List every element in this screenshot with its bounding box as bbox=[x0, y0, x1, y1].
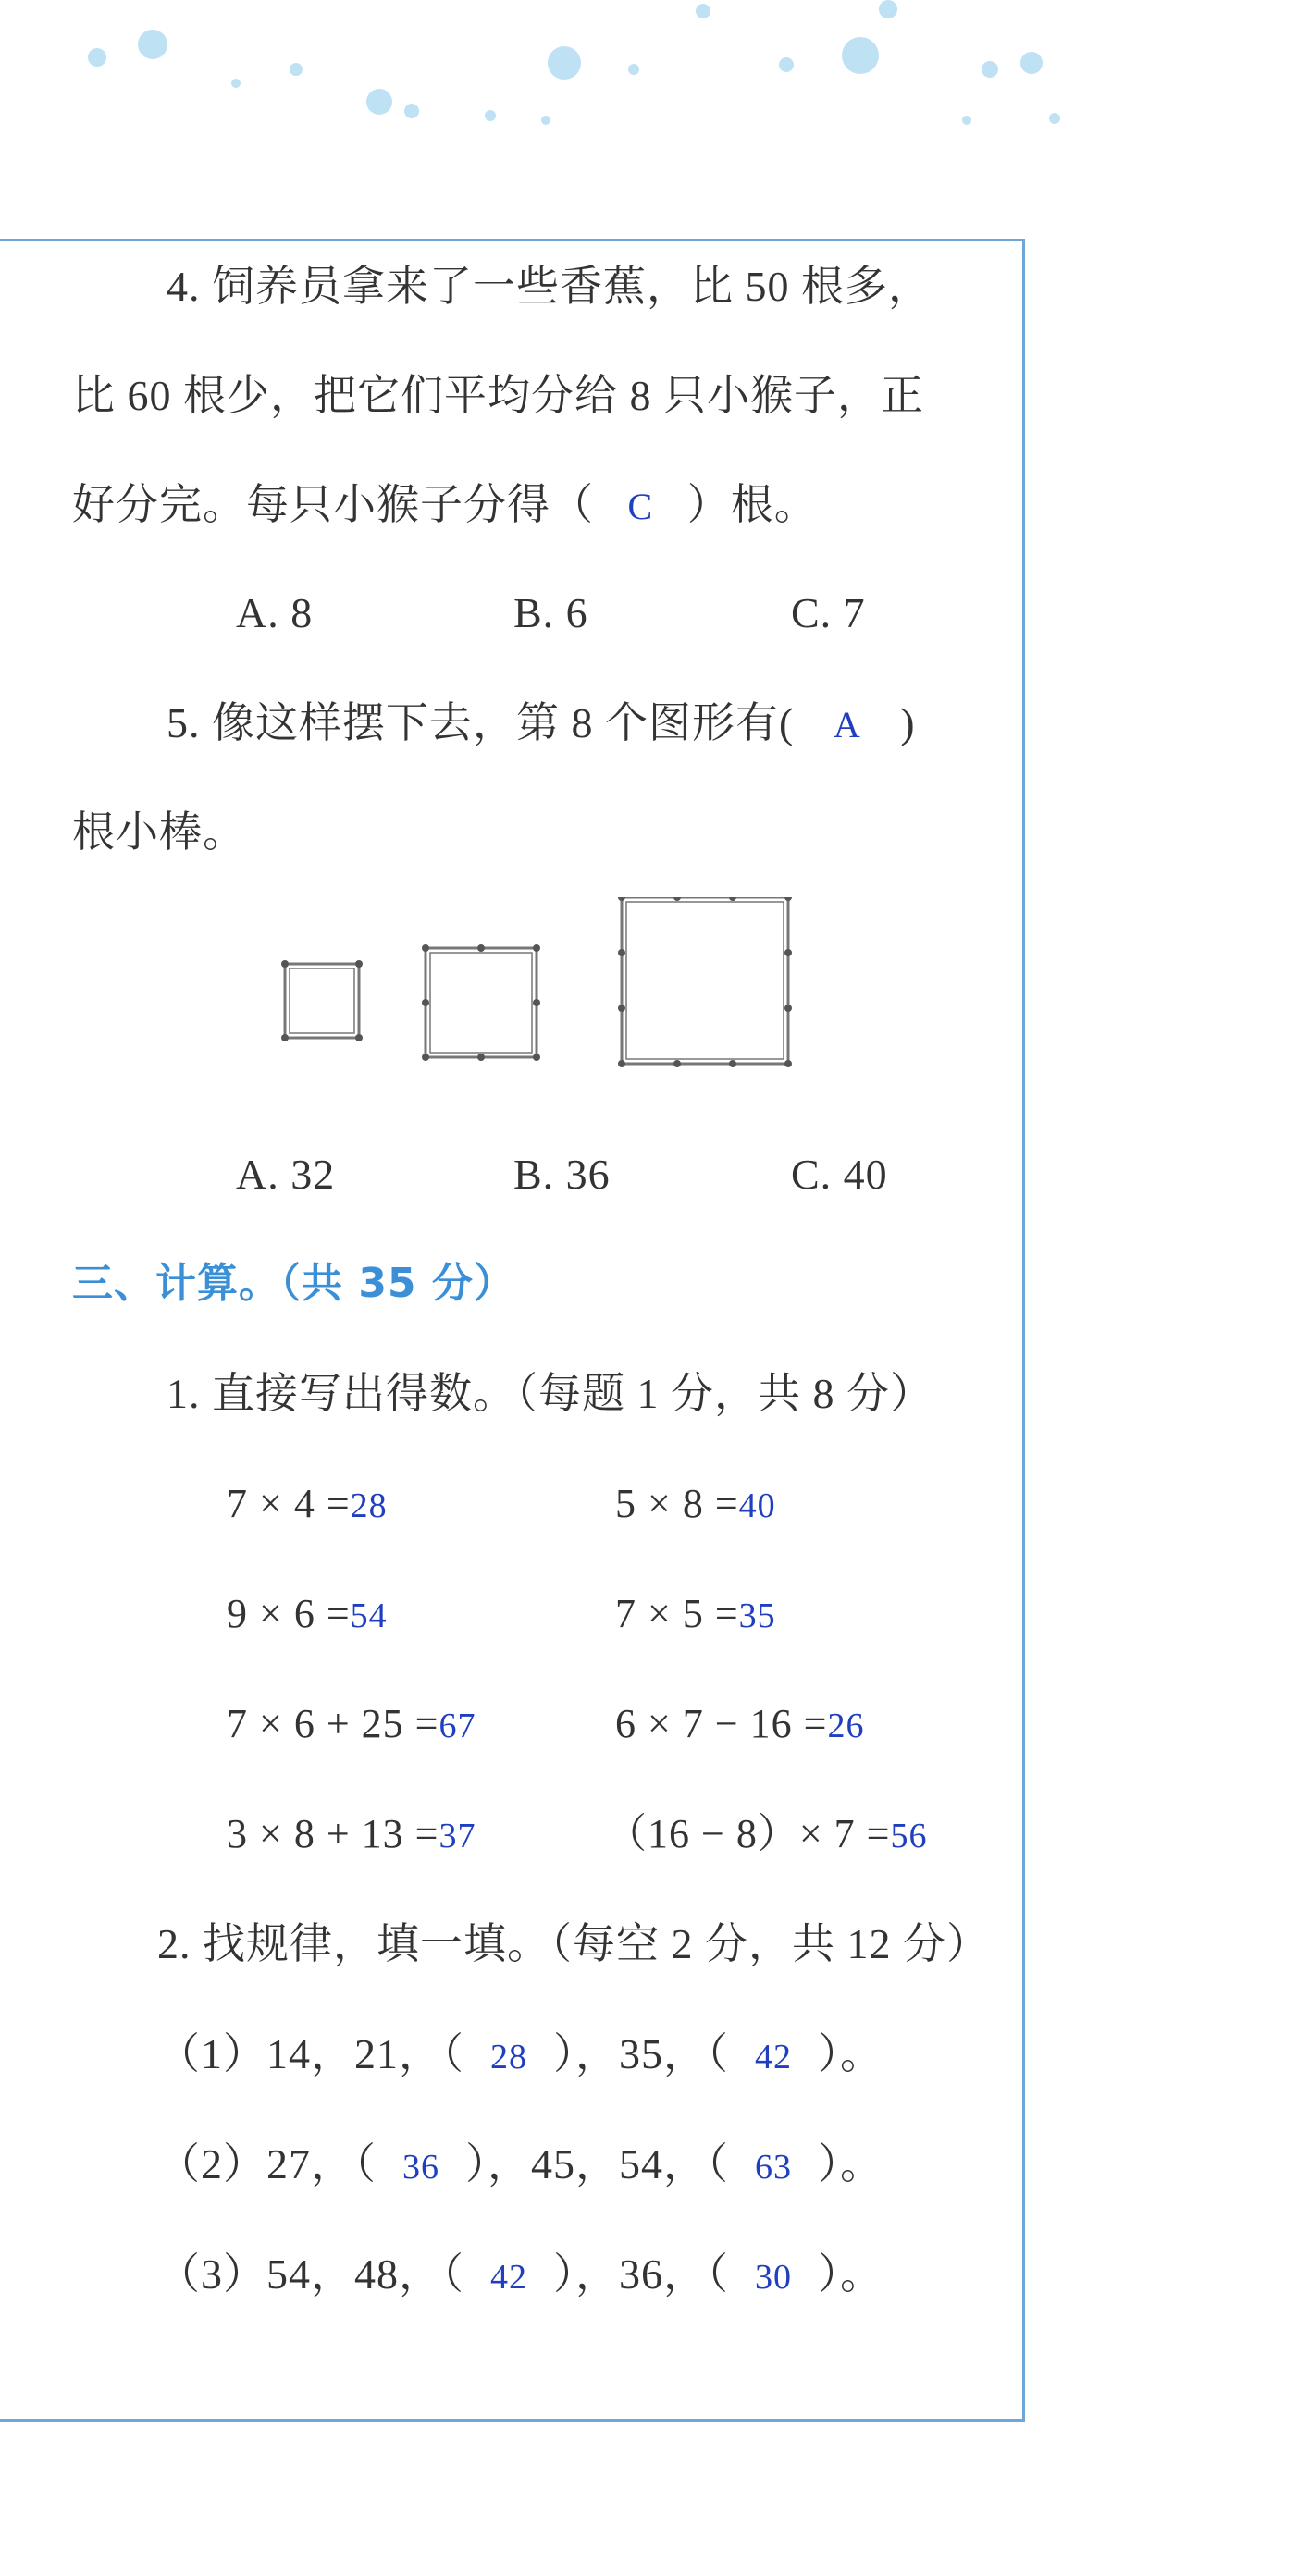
q4-option-a: A. 8 bbox=[236, 589, 314, 636]
seq-text: ），35，（ bbox=[553, 2030, 729, 2077]
calc-expr: 3 × 8 + 13 = bbox=[227, 1811, 439, 1856]
sub1-title: 1. 直接写出得数。（每题 1 分，共 8 分） bbox=[167, 1370, 933, 1417]
seq-text: ）。 bbox=[818, 2030, 883, 2077]
q5-option-c: C. 40 bbox=[791, 1151, 888, 1198]
q5-line1-post: ) bbox=[900, 699, 916, 746]
seq-answer: 63 bbox=[755, 2148, 792, 2187]
calc-expr: 7 × 4 = bbox=[227, 1481, 351, 1526]
calc-answer: 56 bbox=[890, 1817, 928, 1855]
calc-item-8 bbox=[606, 1806, 927, 1864]
calc-expr: 5 × 8 = bbox=[615, 1481, 739, 1526]
seq-text: ），36，（ bbox=[553, 2250, 729, 2298]
calc-answer: 40 bbox=[738, 1486, 776, 1525]
q5-line1-pre: 5. 像这样摆下去，第 8 个图形有( bbox=[167, 699, 795, 746]
seq-answer: 42 bbox=[755, 2038, 792, 2077]
calc-answer: 26 bbox=[827, 1707, 865, 1745]
seq-answer: 36 bbox=[402, 2148, 439, 2187]
calc-item-4 bbox=[615, 1586, 776, 1644]
q5-line2: 根小棒。 bbox=[72, 808, 246, 856]
q4-option-c: C. 7 bbox=[791, 589, 866, 636]
calc-item-7 bbox=[227, 1806, 476, 1864]
q5-option-b: B. 36 bbox=[513, 1151, 611, 1198]
calc-expr: 9 × 6 = bbox=[227, 1591, 351, 1636]
seq-answer: 42 bbox=[490, 2258, 527, 2297]
calc-answer: 37 bbox=[439, 1817, 476, 1855]
section3-heading: 三、计算。（共 35 分） bbox=[72, 1260, 515, 1307]
q4-line3 bbox=[72, 477, 818, 535]
q4-answer: C bbox=[627, 486, 654, 527]
sequence-row-2 bbox=[157, 2137, 883, 2195]
sub2-title: 2. 找规律，填一填。（每空 2 分，共 12 分） bbox=[157, 1920, 990, 1967]
q5-answer: A bbox=[833, 704, 861, 746]
content-frame bbox=[0, 239, 1025, 2422]
calc-item-5 bbox=[227, 1696, 476, 1754]
q4-line3-pre: 好分完。每只小猴子分得（ bbox=[72, 481, 594, 528]
sequence-row-1 bbox=[157, 2027, 883, 2085]
seq-answer: 30 bbox=[755, 2258, 792, 2297]
calc-expr: 7 × 5 = bbox=[615, 1591, 739, 1636]
calc-answer: 54 bbox=[350, 1596, 388, 1635]
stick-squares-figure bbox=[268, 897, 805, 1101]
q5-line1 bbox=[167, 696, 916, 753]
calc-expr: （16 − 8）× 7 = bbox=[606, 1811, 891, 1856]
calc-item-2 bbox=[615, 1476, 776, 1534]
seq-text: ）。 bbox=[818, 2250, 883, 2298]
calc-answer: 28 bbox=[350, 1486, 388, 1525]
calc-answer: 67 bbox=[439, 1707, 476, 1745]
decorative-snowflakes bbox=[0, 0, 1297, 148]
q4-line3-post: ）根。 bbox=[686, 481, 818, 528]
calc-answer: 35 bbox=[738, 1596, 776, 1635]
calc-item-3 bbox=[227, 1586, 388, 1644]
calc-expr: 6 × 7 − 16 = bbox=[615, 1701, 828, 1746]
seq-text: （3）54，48，（ bbox=[157, 2250, 464, 2298]
calc-item-1 bbox=[227, 1476, 388, 1534]
calc-expr: 7 × 6 + 25 = bbox=[227, 1701, 439, 1746]
seq-answer: 28 bbox=[490, 2038, 527, 2077]
q5-option-a: A. 32 bbox=[236, 1151, 336, 1198]
calc-item-6 bbox=[615, 1696, 864, 1754]
q4-line1: 4. 饲养员拿来了一些香蕉，比 50 根多， bbox=[167, 263, 932, 310]
seq-text: （2）27，（ bbox=[157, 2140, 377, 2188]
q4-option-b: B. 6 bbox=[513, 589, 588, 636]
sequence-row-3 bbox=[157, 2247, 883, 2305]
seq-text: ）。 bbox=[818, 2140, 883, 2188]
q4-line2: 比 60 根少，把它们平均分给 8 只小猴子，正 bbox=[72, 372, 924, 419]
seq-text: （1）14，21，（ bbox=[157, 2030, 464, 2077]
seq-text: ），45，54，（ bbox=[465, 2140, 729, 2188]
